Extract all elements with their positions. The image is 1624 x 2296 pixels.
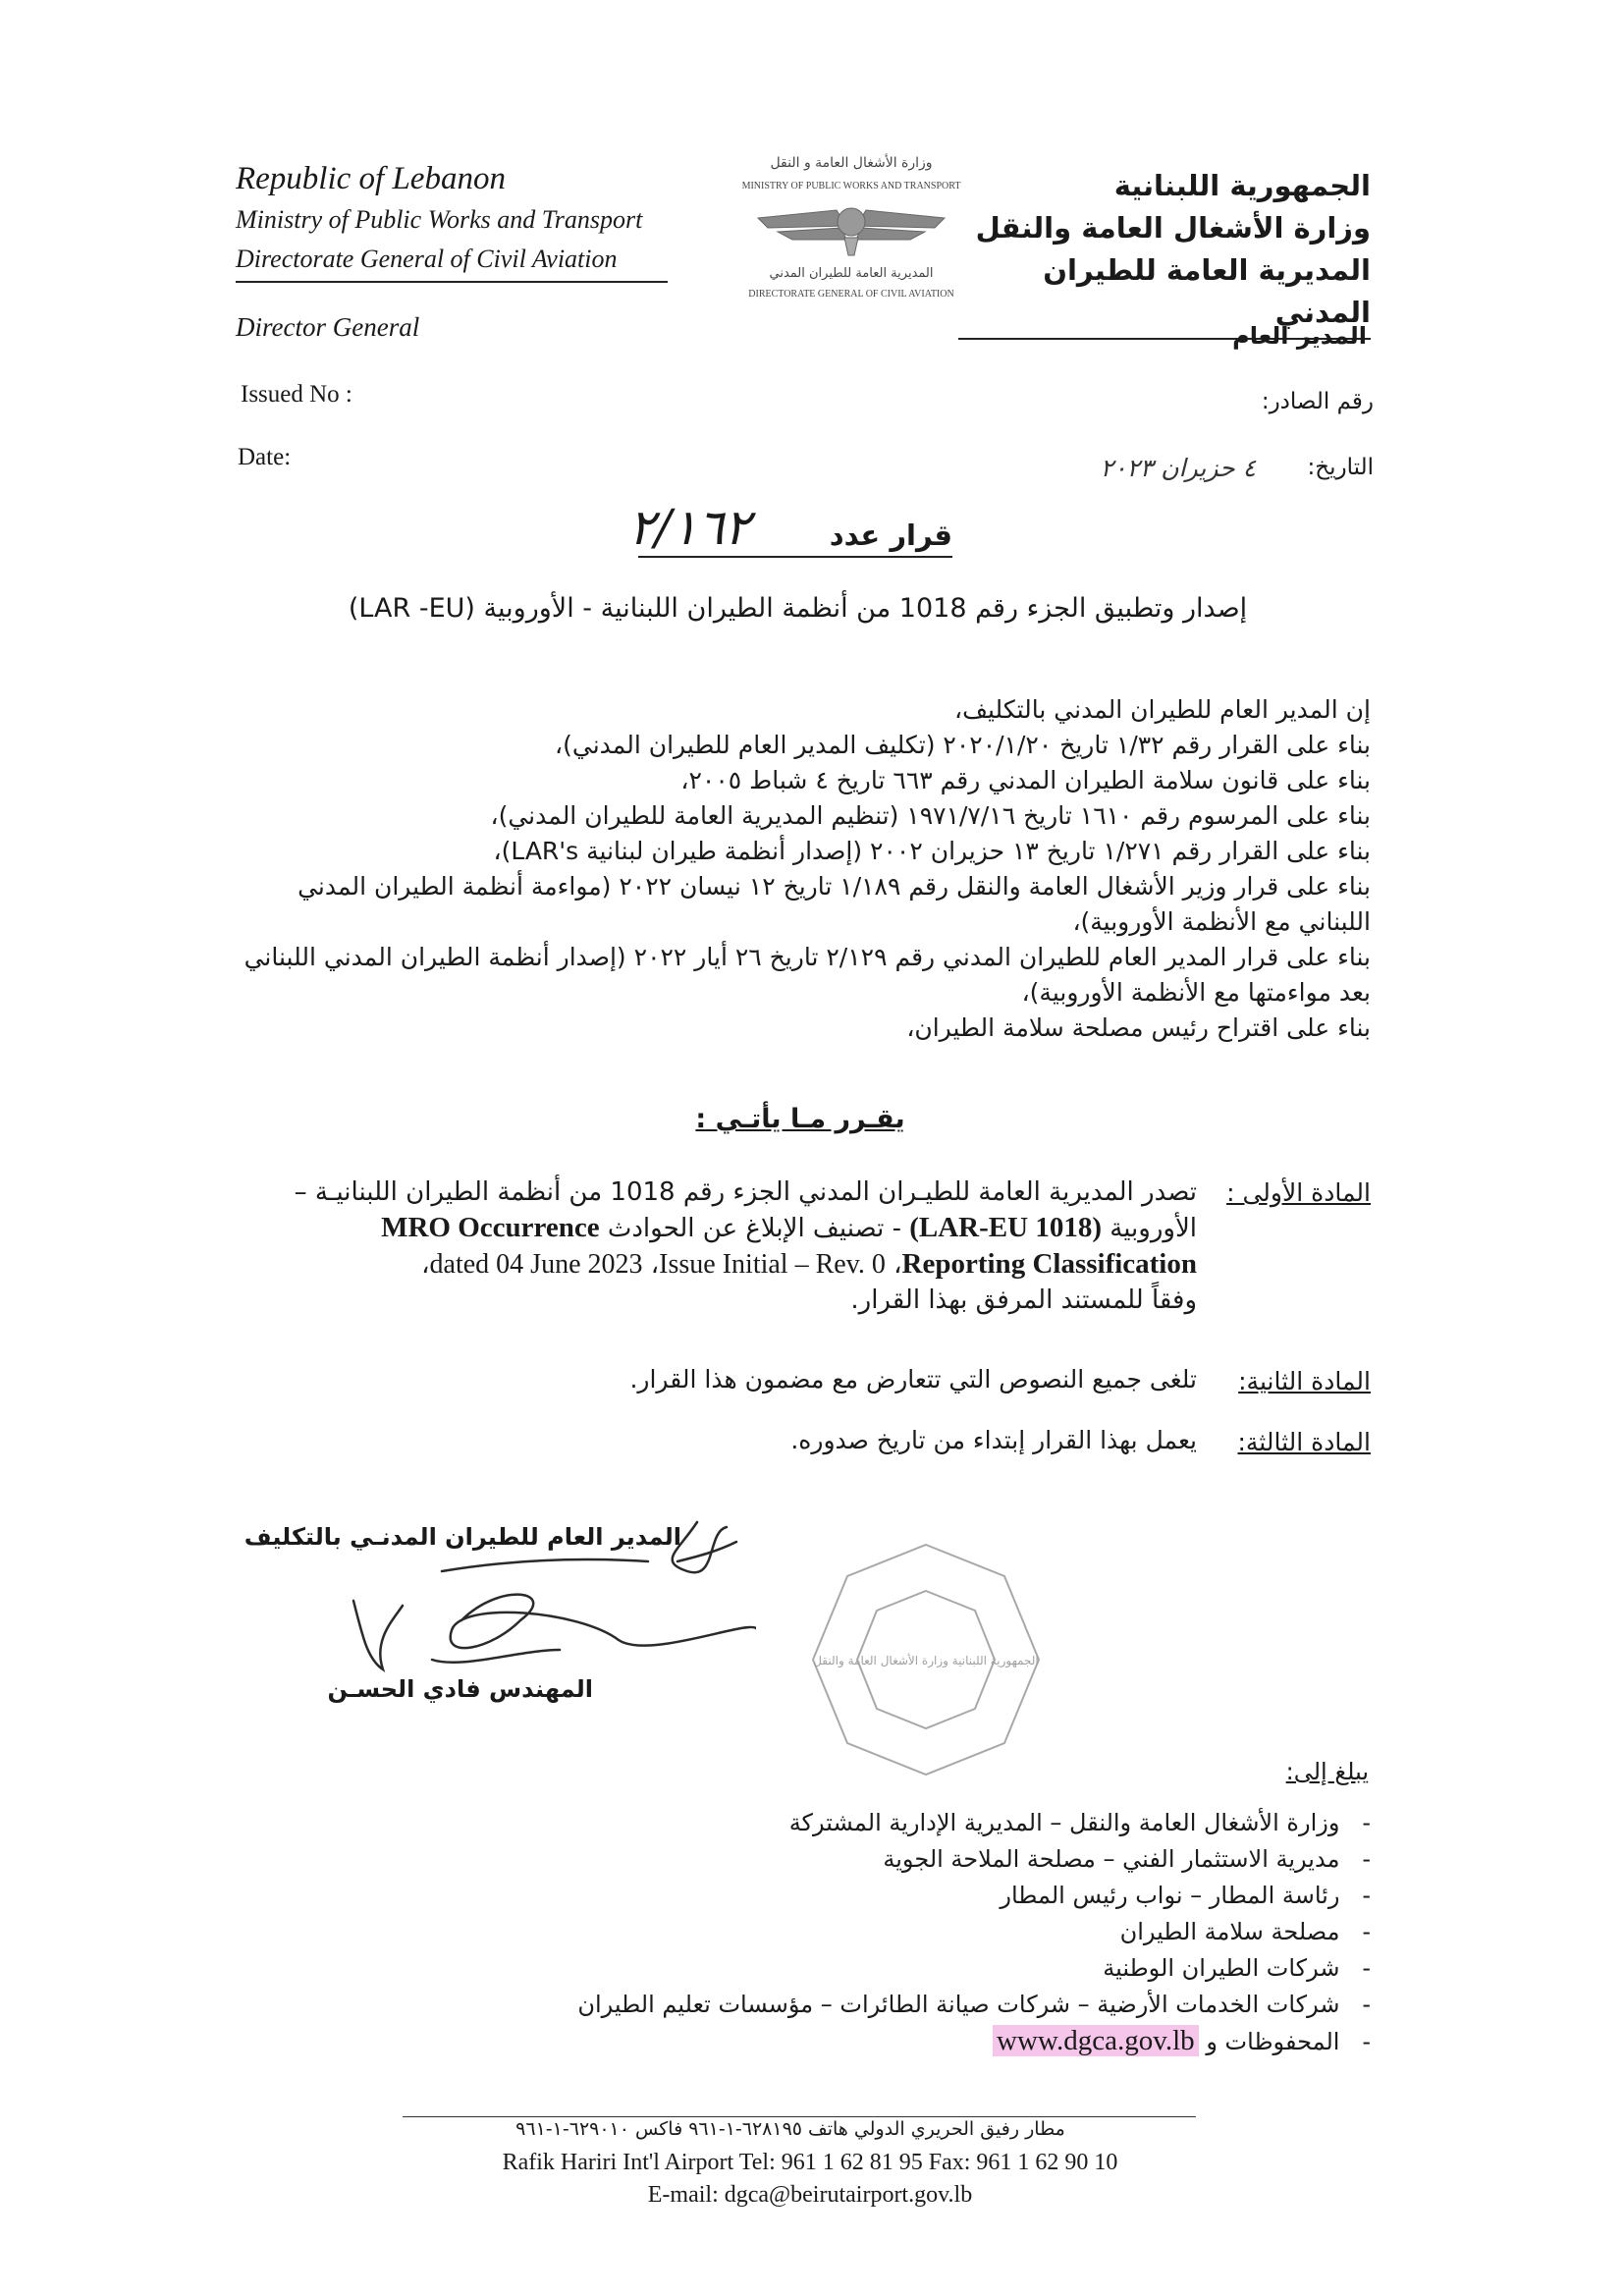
article-1-line-3: Reporting Classification، Issue Initial – Rev. 0، dated 04 June 2023، <box>421 1248 1197 1280</box>
list-item: - المحفوظات و www.dgca.gov.lb <box>389 2023 1371 2060</box>
list-item: - شركات الخدمات الأرضية – شركات صيانة الطائرات – مؤسسات تعليم الطيران <box>577 1991 1371 2018</box>
preamble <box>224 692 1371 1046</box>
list-item: - رئاسة المطار – نواب رئيس المطار <box>1000 1882 1371 1909</box>
preamble-line: بناء على اقتراح رئيس مصلحة سلامة الطيران، <box>906 1013 1371 1042</box>
article-1-code: (LAR-EU 1018) <box>909 1212 1102 1243</box>
article-1-text <box>215 1175 1197 1318</box>
date-label-ar: التاريخ: <box>1307 455 1374 480</box>
wings-emblem-icon <box>758 208 945 255</box>
article-1-mro-occurrence: MRO Occurrence <box>381 1212 600 1243</box>
ministry-en: Ministry of Public Works and Transport <box>236 205 643 234</box>
article-3-label: المادة الثالثة: <box>1237 1428 1371 1456</box>
preamble-line: بناء على قانون سلامة الطيران المدني رقم ٦٦٣ تاريخ ٤ شباط ٢٠٠٥، <box>680 766 1371 794</box>
decision-label: قرار عدد <box>829 519 952 552</box>
signatory-title: المدير العام للطيران المدنـي بالتكليف <box>244 1523 681 1551</box>
decision-underline <box>638 556 952 558</box>
header-english <box>236 157 668 283</box>
header-arabic <box>958 165 1371 340</box>
decides-heading: يقـرر مـا يأتـي : <box>695 1104 905 1134</box>
preamble-line: بناء على المرسوم رقم ١٦١٠ تاريخ ١٩٧١/٧/١٦ (تنظيم المديرية العامة للطيران المدني)، <box>490 801 1371 830</box>
article-2-label: المادة الثانية: <box>1238 1367 1371 1395</box>
preamble-line: إن المدير العام للطيران المدني بالتكليف، <box>954 695 1371 724</box>
preamble-line: بناء على القرار رقم ١/٣٢ تاريخ ٢٠٢٠/١/٢٠ (تكليف المدير العام للطيران المدني)، <box>555 731 1371 759</box>
official-stamp-seal <box>803 1537 1049 1782</box>
article-1-reporting-classification: Reporting Classification <box>901 1248 1197 1280</box>
website-link[interactable]: www.dgca.gov.lb <box>993 2025 1199 2056</box>
issued-no-ar: رقم الصادر: <box>1261 389 1374 414</box>
list-item: - وزارة الأشغال العامة والنقل – المديرية الإدارية المشتركة <box>788 1809 1371 1836</box>
logo-ar-bottom: المديرية العامة للطيران المدني <box>769 266 934 281</box>
footer-address: Rafik Hariri Int'l Airport Tel: 961 1 62 81 95 Fax: 961 1 62 90 10 <box>502 2150 1118 2175</box>
footer-arabic: مطار رفيق الحريري الدولي هاتف ٦٢٨١٩٥-١-٩٦١ فاكس ٦٢٩٠١٠-١-٩٦١ <box>515 2118 1065 2140</box>
distribution-title: يبلغ إلى: <box>1285 1758 1369 1785</box>
logo-ar-top: وزارة الأشغال العامة و النقل <box>770 155 933 171</box>
signature-graphic <box>324 1503 756 1709</box>
stamp-graphic <box>803 1537 1049 1782</box>
article-3-text: يعمل بهذا القرار إبتداء من تاريخ صدوره. <box>790 1426 1197 1454</box>
republic-en: Republic of Lebanon <box>236 161 506 196</box>
list-item: - مصلحة سلامة الطيران <box>1119 1918 1371 1945</box>
date-label-en: Date: <box>238 444 292 470</box>
footer-divider <box>403 2116 1196 2117</box>
preamble-line: بناء على قرار وزير الأشغال العامة والنقل رقم ١/١٨٩ تاريخ ١٢ نيسان ٢٠٢٢ (مواءمة أنظمة الطيران المدني اللبناني مع الأنظمة الأوروبية)، <box>298 872 1371 936</box>
republic-ar: الجمهورية اللبنانية <box>1113 169 1371 202</box>
signatory-name: المهندس فادي الحسـن <box>327 1675 593 1703</box>
director-general-ar: المدير العام <box>1232 322 1367 350</box>
logo-en-bottom: DIRECTORATE GENERAL OF CIVIL AVIATION <box>748 289 954 300</box>
ministry-ar: وزارة الأشغال العامة والنقل <box>975 211 1371 245</box>
handwritten-signature <box>324 1503 756 1709</box>
article-2-text: تلغى جميع النصوص التي تتعارض مع مضمون هذا القرار. <box>629 1365 1197 1394</box>
date-value-handwritten: ٤ حزيران ٢٠٢٣ <box>1100 454 1256 482</box>
article-1-issue: Issue Initial – Rev. 0 <box>659 1249 886 1280</box>
director-general-en: Director General <box>236 312 420 342</box>
stamp-text: الجمهورية اللبنانية وزارة الأشغال العامة والنقل <box>813 1654 1039 1667</box>
footer-email: E-mail: dgca@beirutairport.gov.lb <box>647 2182 973 2208</box>
directorate-ar: المديرية العامة للطيران المدني <box>958 249 1371 340</box>
directorate-en: Directorate General of Civil Aviation <box>236 240 668 283</box>
decision-number-handwritten: ٢/١٦٢ <box>628 499 751 556</box>
article-1-line-2 <box>215 1210 1197 1246</box>
list-item: - شركات الطيران الوطنية <box>1103 1954 1371 1982</box>
logo-en-top: MINISTRY OF PUBLIC WORKS AND TRANSPORT <box>741 181 961 191</box>
article-1-line-1: تصدر المديرية العامة للطيـران المدني الجزء رقم 1018 من أنظمة الطيران اللبنانيـة – <box>294 1177 1197 1207</box>
article-1-dated: dated 04 June 2023 <box>429 1249 643 1280</box>
decision-subject: إصدار وتطبيق الجزء رقم 1018 من أنظمة الطيران اللبنانية - الأوروبية (LAR -EU) <box>348 593 1248 624</box>
preamble-line: بناء على قرار المدير العام للطيران المدني رقم ٢/١٢٩ تاريخ ٢٦ أيار ٢٠٢٢ (إصدار أنظمة الطيران المدني اللبناني بعد مواءمتها مع الأنظمة الأوروبية)، <box>244 943 1371 1007</box>
list-item: - مديرية الاستثمار الفني – مصلحة الملاحة الجوية <box>883 1845 1371 1873</box>
distribution-list <box>389 1805 1371 2060</box>
article-1-label: المادة الأولى : <box>1226 1178 1371 1207</box>
issued-no-en: Issued No : <box>241 381 352 408</box>
article-1-line-4: وفقاً للمستند المرفق بهذا القرار. <box>850 1285 1197 1315</box>
preamble-line: بناء على القرار رقم ١/٢٧١ تاريخ ١٣ حزيران ٢٠٠٢ (إصدار أنظمة طيران لبنانية LAR's)، <box>493 837 1371 865</box>
decision-number-block <box>628 499 952 558</box>
article-1-european: الأوروبية <box>1110 1214 1197 1243</box>
article-1-classification-ar: - تصنيف الإبلاغ عن الحوادث <box>607 1214 901 1243</box>
